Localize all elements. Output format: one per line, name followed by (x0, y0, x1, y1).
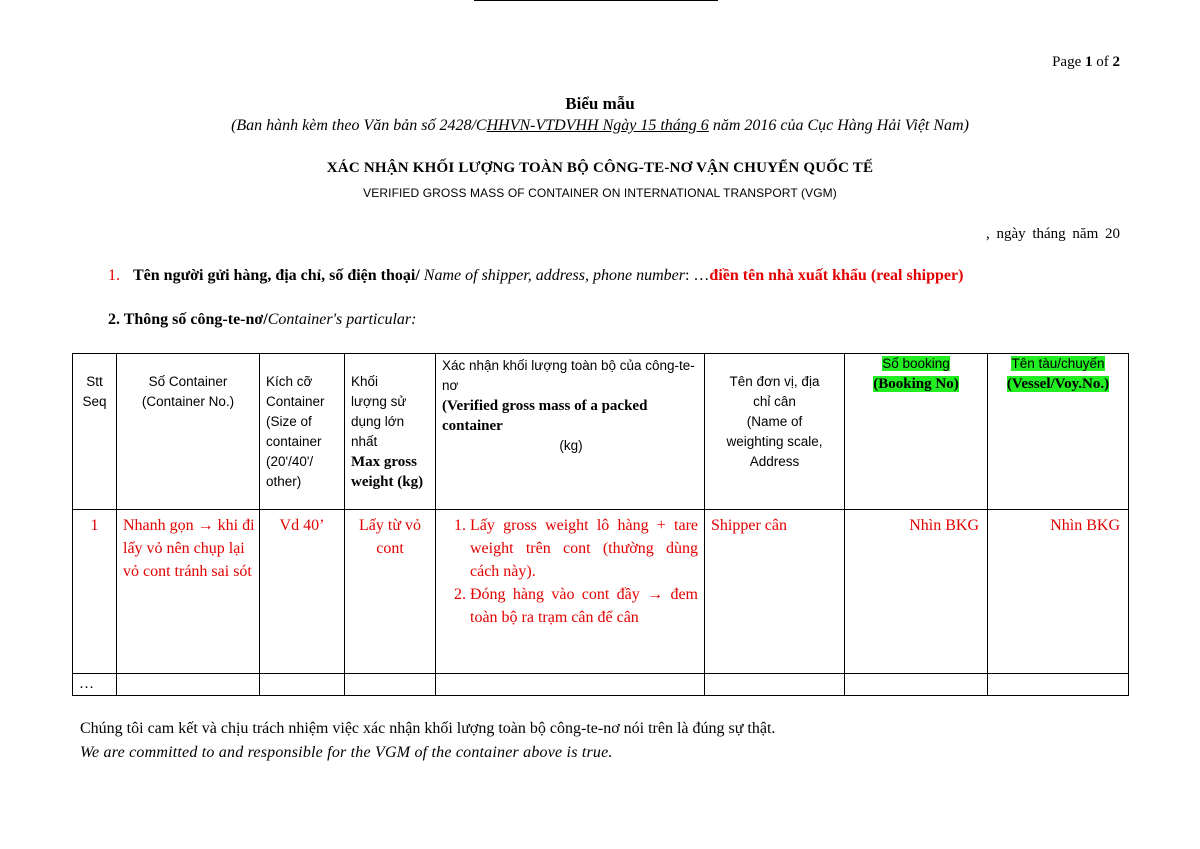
row-seq: 1 (73, 510, 117, 674)
document-title-en: VERIFIED GROSS MASS OF CONTAINER ON INTERNATIONAL TRANSPORT (VGM) (363, 186, 837, 200)
form-subtitle: (Ban hành kèm theo Văn bản số 2428/CHHVN-VTDVHH Ngày 15 tháng 6 năm 2016 của Cục Hàng Hải Việt Nam) (231, 117, 969, 134)
shipper-section: 1. Tên người gửi hàng, địa chỉ, số điện thoại/ Name of shipper, address, phone number: …điền tên nhà xuất khẩu (real shipper) (108, 267, 964, 284)
table-row (73, 510, 1129, 674)
table-header-row (73, 354, 1129, 510)
row-vessel: Nhìn BKG (988, 510, 1129, 674)
header-scale: Tên đơn vị, địa chỉ cân (Name of weighting scale, Address (705, 354, 845, 510)
commitment-en: We are committed to and responsible for the VGM of the container above is true. (80, 744, 613, 761)
vgm-step: 2. Đóng hàng vào cont đầy → đem toàn bộ ra trạm cân để cân (470, 583, 698, 629)
document-title-vn: XÁC NHẬN KHỐI LƯỢNG TOÀN BỘ CÔNG-TE-NƠ VẬN CHUYỂN QUỐC TẾ (326, 160, 874, 176)
shipper-label-en: Name of shipper, address, phone number (419, 267, 685, 284)
header-max-weight: Khối lượng sử dụng lớn nhất Max gross weight (kg) (345, 354, 436, 510)
shipper-note: điền tên nhà xuất khẩu (real shipper) (709, 267, 964, 284)
header-size: Kích cỡ Container (Size of container (20'/40'/ other) (260, 354, 345, 510)
container-section-label: 2. Thông số công-te-nơ/Container's particular: (108, 311, 417, 328)
commitment-vn: Chúng tôi cam kết và chịu trách nhiệm việc xác nhận khối lượng toàn bộ công-te-nơ nói trên là đúng sự thật. (80, 720, 776, 737)
container-table (72, 353, 1129, 696)
row-vgm (436, 510, 705, 674)
row-scale: Shipper cân (705, 510, 845, 674)
shipper-label-vn: Tên người gửi hàng, địa chỉ, số điện thoại/ (133, 267, 420, 284)
header-container-no: Số Container (Container No.) (117, 354, 260, 510)
row-size: Vd 40’ (260, 510, 345, 674)
row-seq: … (73, 674, 117, 696)
row-container-no: Nhanh gọn → khi đi lấy vỏ nên chụp lại vỏ cont tránh sai sót (117, 510, 260, 674)
form-title: Biểu mẫu (565, 94, 635, 113)
header-booking: Số booking (Booking No) (845, 354, 988, 510)
table-row (73, 674, 1129, 696)
page-number: Page 1 of 2 (1052, 54, 1120, 70)
vgm-step: 1. Lấy gross weight lô hàng + tare weight trên cont (thường dùng cách này). (470, 514, 698, 583)
top-rule (474, 0, 718, 1)
header-seq: Stt Seq (73, 354, 117, 510)
row-booking: Nhìn BKG (845, 510, 988, 674)
row-max-weight: Lấy từ vỏ cont (345, 510, 436, 674)
section-number: 1. (108, 267, 120, 284)
date-line: , ngày tháng năm 20 (985, 226, 1120, 242)
header-vessel: Tên tàu/chuyến (Vessel/Voy.No.) (988, 354, 1129, 510)
header-vgm: Xác nhận khối lượng toàn bộ của công-te-nơ (Verified gross mass of a packed container (kg) (436, 354, 705, 510)
